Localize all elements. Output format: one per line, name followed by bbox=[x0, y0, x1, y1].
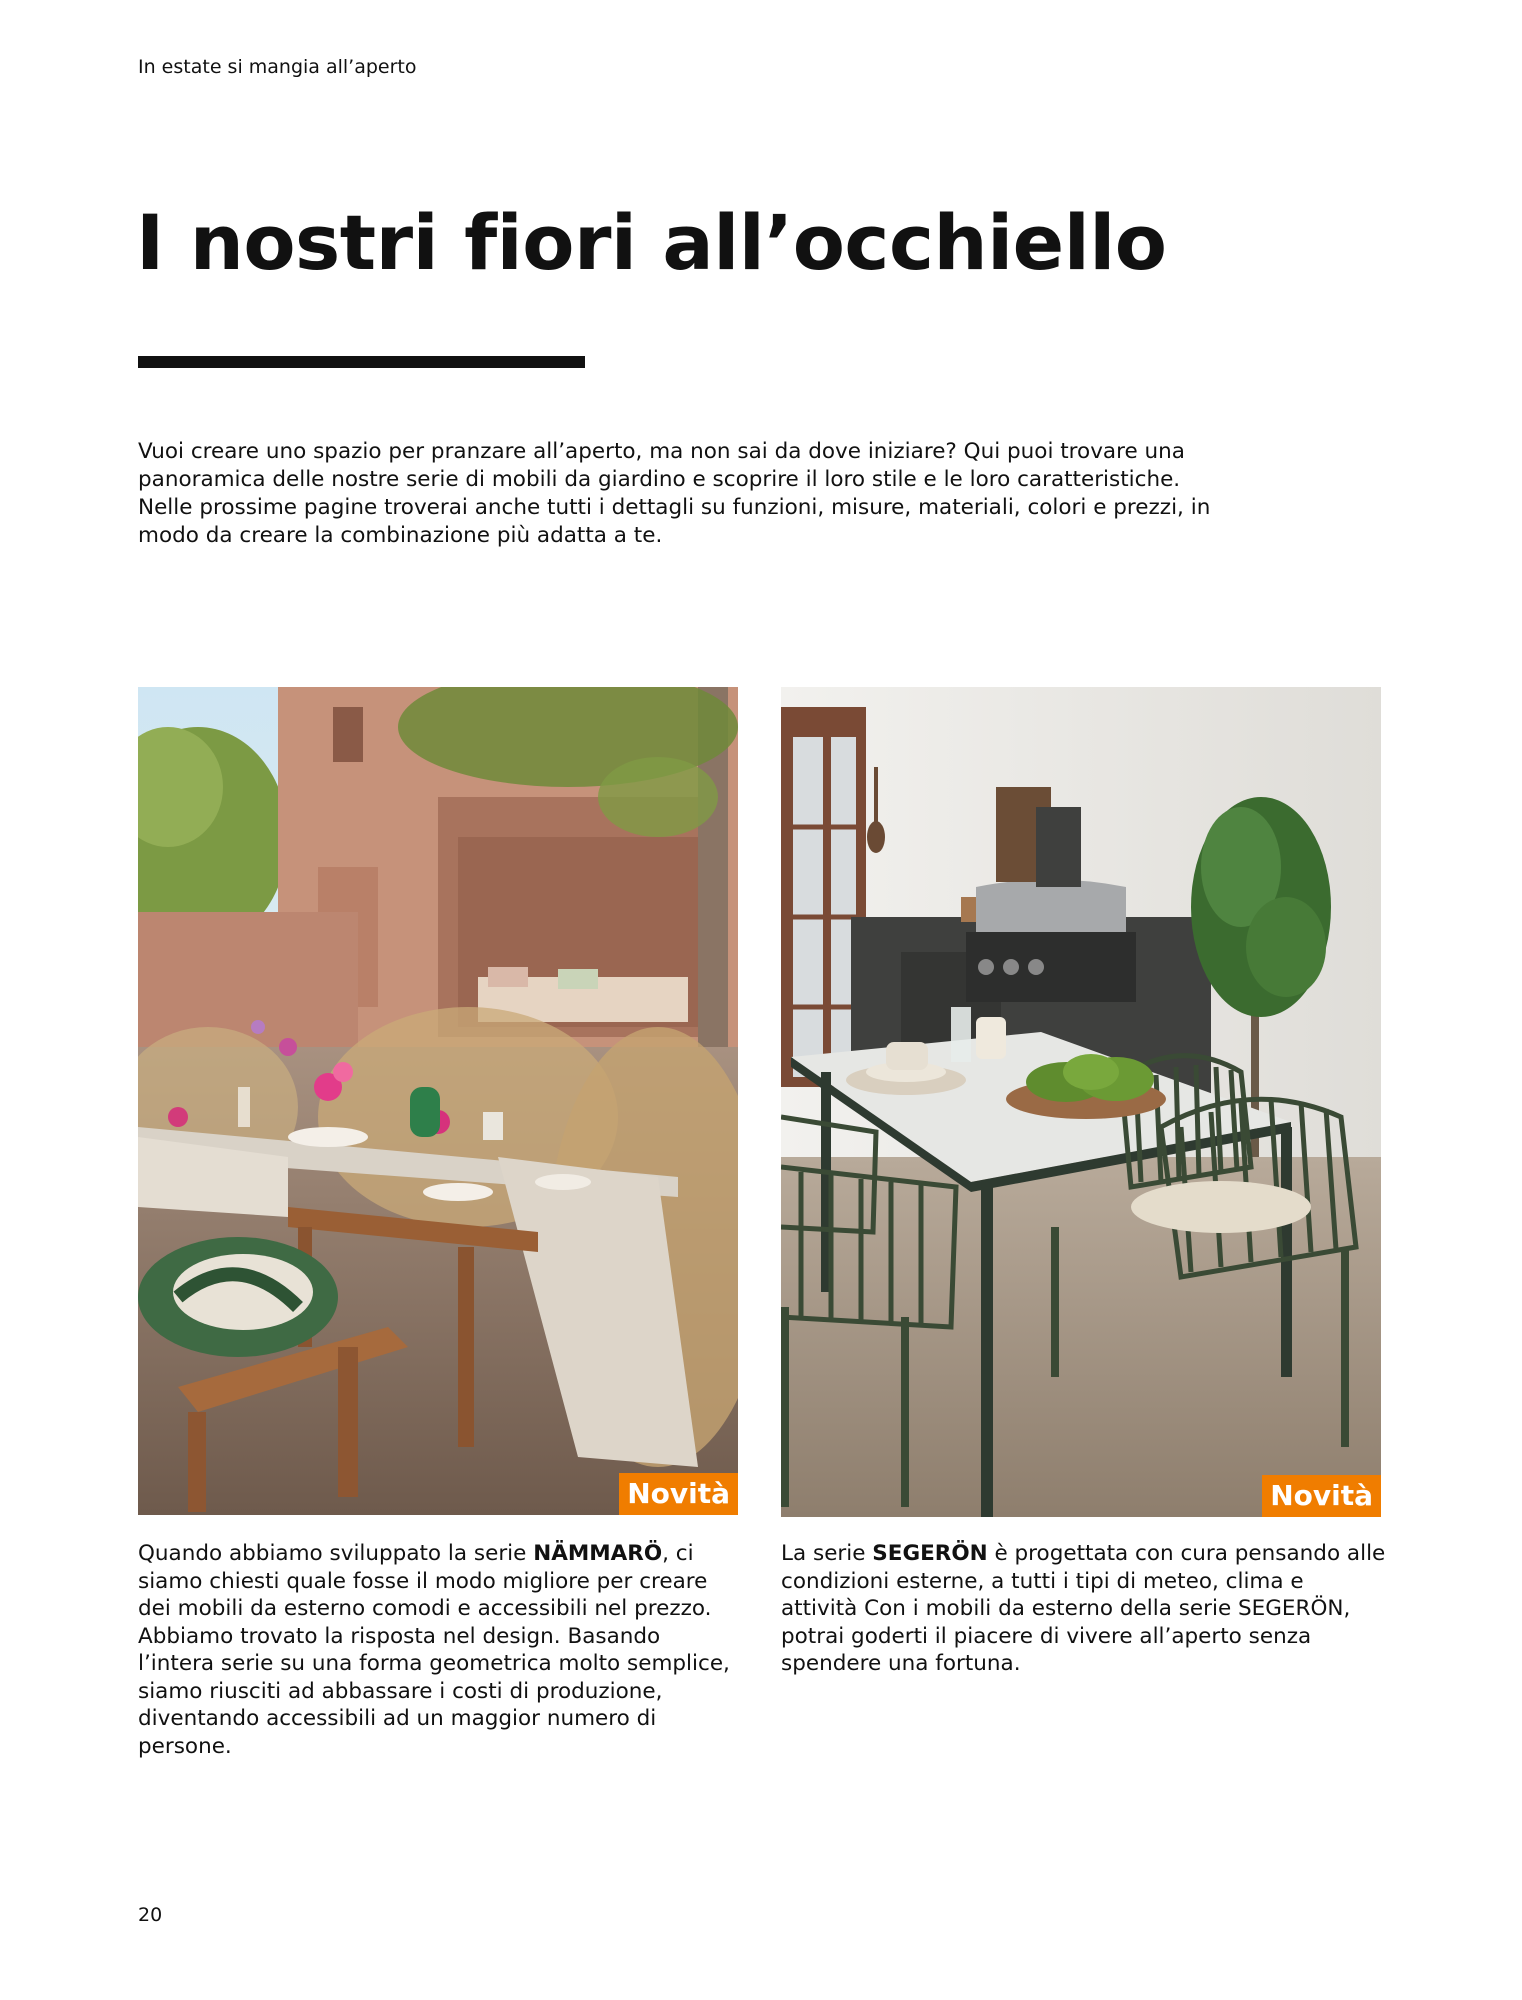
new-badge: Novità bbox=[1262, 1475, 1381, 1517]
nammaro-caption bbox=[138, 1540, 743, 1760]
caption-text: è progettata con cura pensando alle condizioni esterne, a tutti i tipi di meteo, clima e attività Con i mobili da esterno della serie SEGERÖN, potrai goderti il piacere di vivere all’aperto senza spendere una fortuna. bbox=[781, 1541, 1386, 1676]
intro-paragraph: Vuoi creare uno spazio per pranzare all’aperto, ma non sai da dove iniziare? Qui puoi trovare una panoramica delle nostre serie di mobili da giardino e scoprire il loro stile e le loro caratteristiche. Nelle prossime pagine troverai anche tutti i dettagli su funzioni, misure, materiali, colori e prezzi, in modo da creare la combinazione più adatta a te. bbox=[138, 439, 1211, 548]
nammaro-scene-illustration bbox=[138, 687, 738, 1515]
series-name: SEGERÖN bbox=[872, 1541, 988, 1566]
running-head: In estate si mangia all’aperto bbox=[138, 56, 417, 78]
series-name: NÄMMARÖ bbox=[533, 1541, 663, 1566]
page-number: 20 bbox=[138, 1904, 163, 1926]
new-badge: Novità bbox=[619, 1473, 738, 1515]
title-rule bbox=[138, 356, 585, 368]
page-title: I nostri fiori all’occhiello bbox=[136, 198, 1167, 287]
caption-text: , ci siamo chiesti quale fosse il modo migliore per creare dei mobili da esterno comodi e accessibili nel prezzo. Abbiamo trovato la risposta nel design. Basando l’intera serie su una forma geometrica molto semplice, siamo riusciti ad abbassare i costi di produzione, diventando accessibili ad un maggior numero di persone. bbox=[138, 1541, 730, 1759]
segeron-caption bbox=[781, 1540, 1386, 1678]
segeron-photo bbox=[781, 687, 1381, 1517]
caption-text: La serie bbox=[781, 1541, 873, 1566]
caption-text: Quando abbiamo sviluppato la serie bbox=[138, 1541, 534, 1566]
nammaro-photo bbox=[138, 687, 738, 1515]
segeron-scene-illustration bbox=[781, 687, 1381, 1517]
